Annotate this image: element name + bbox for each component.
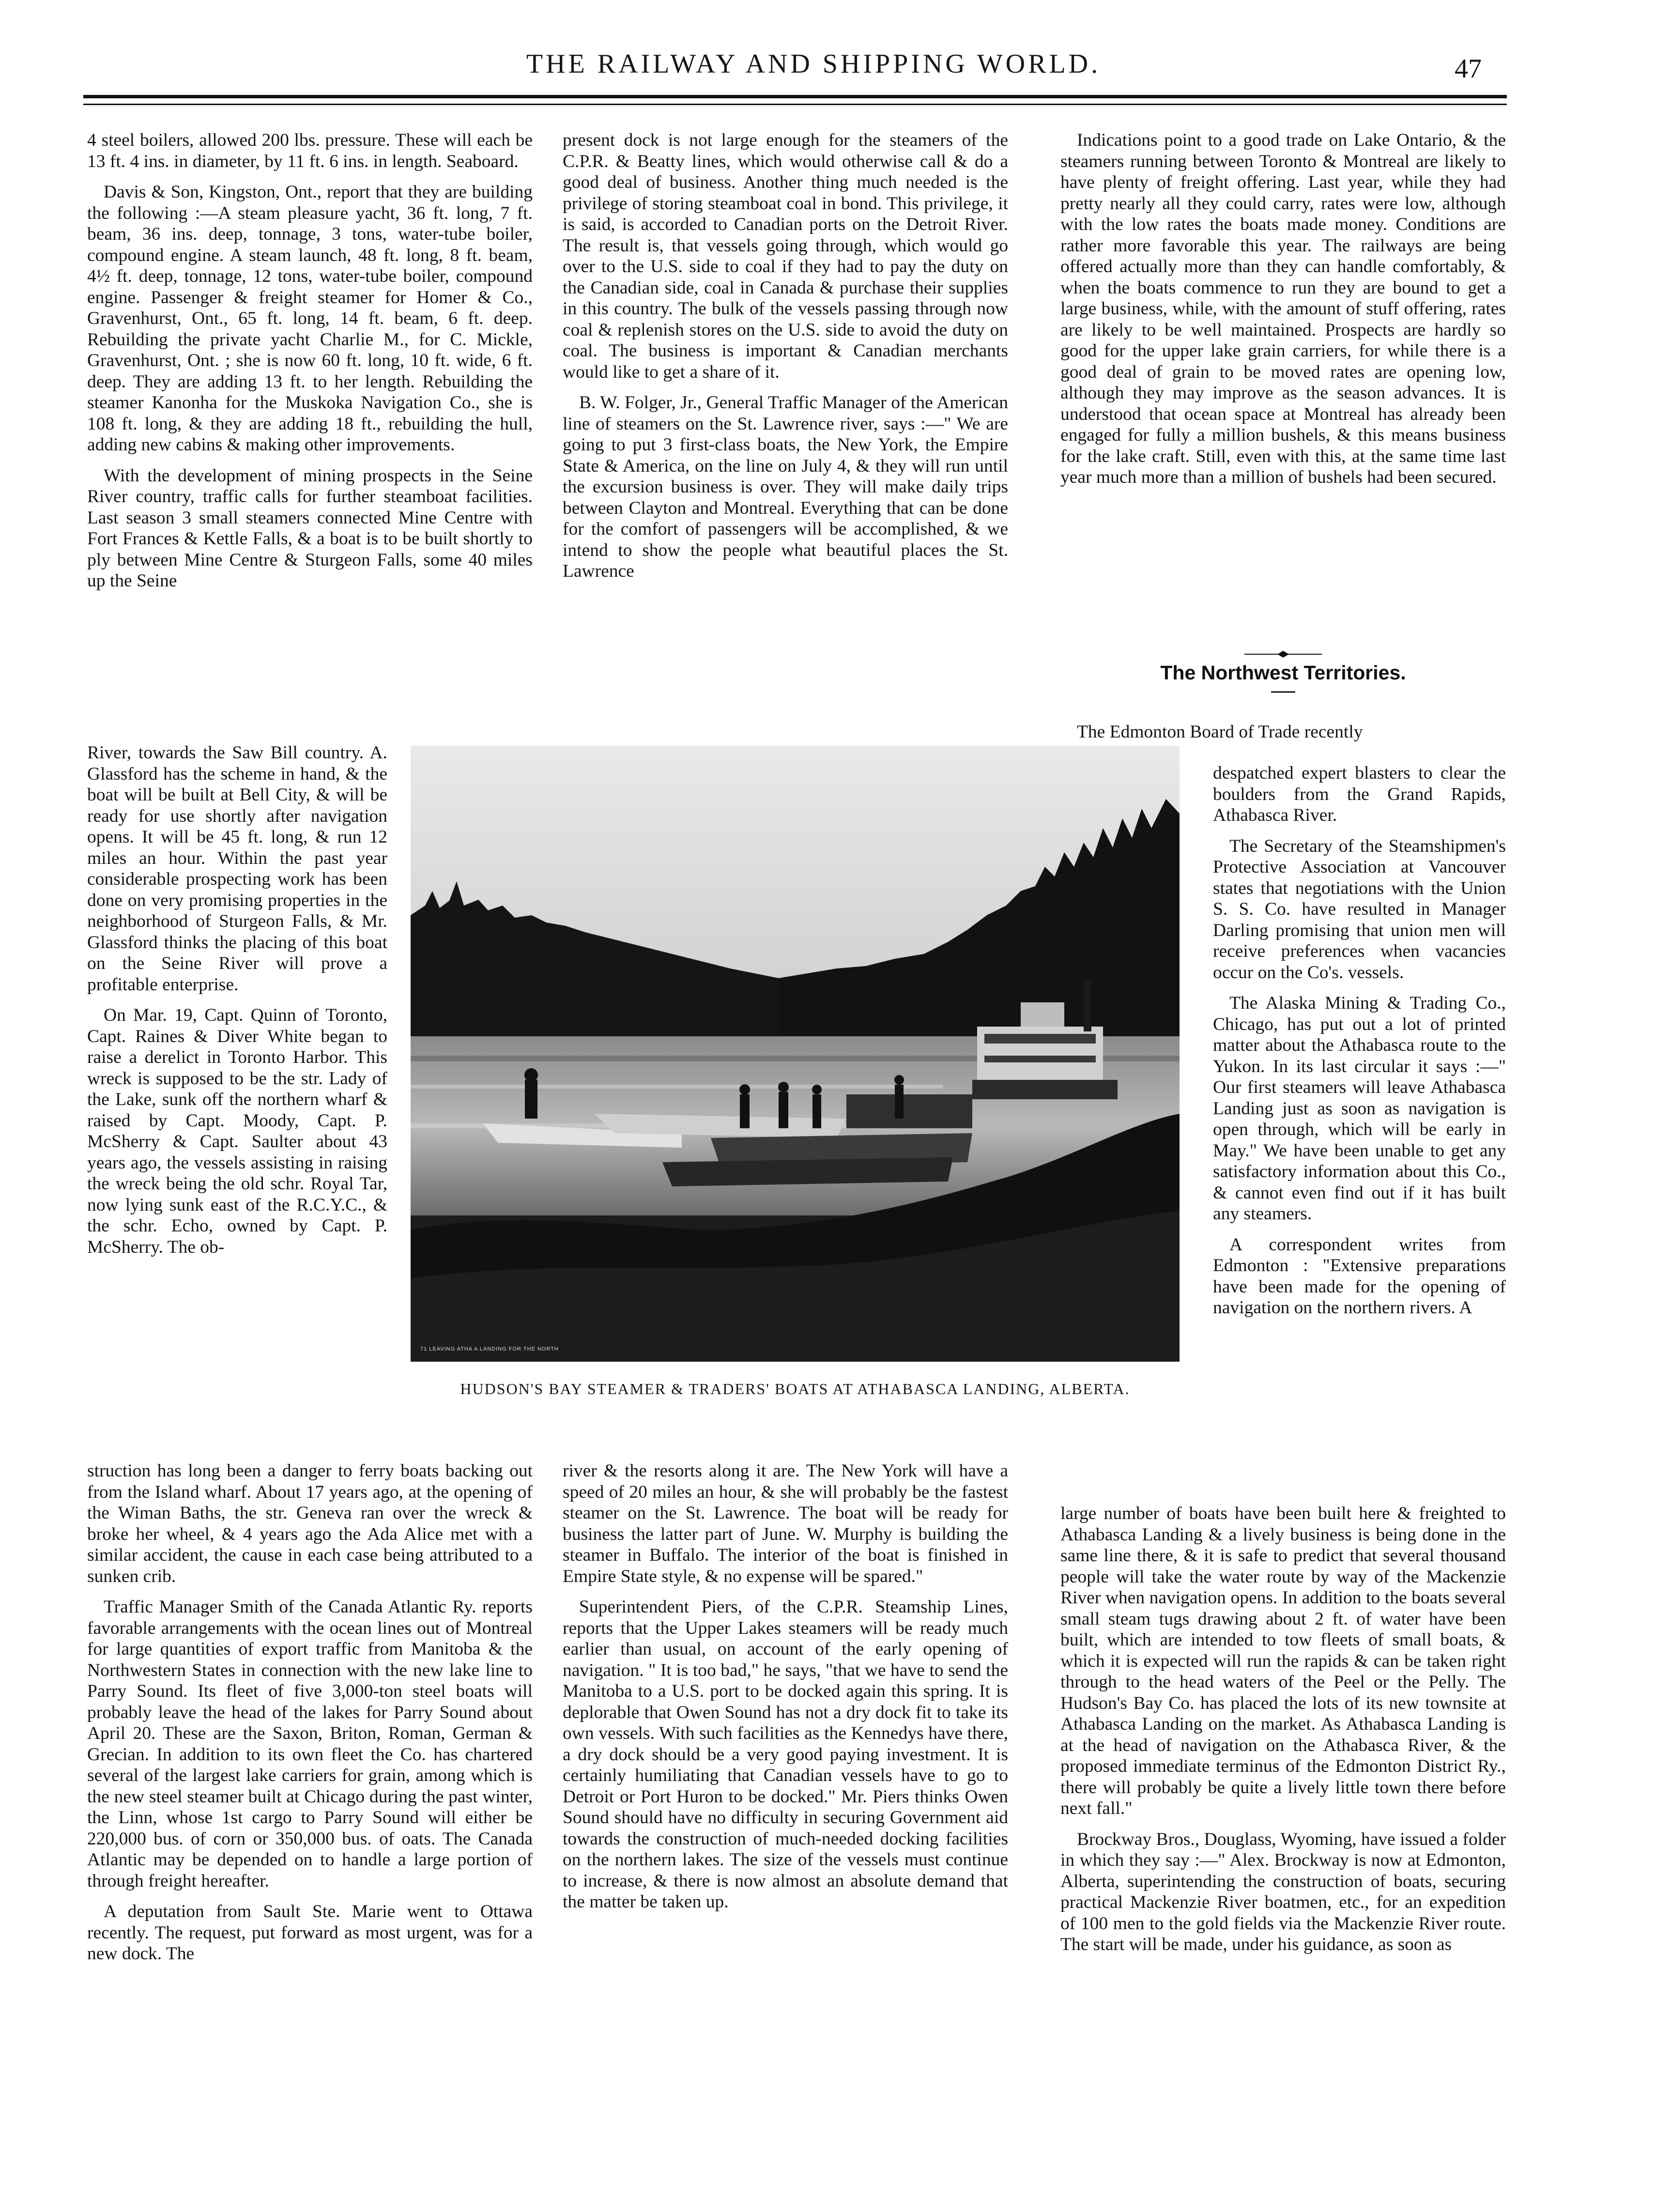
ornament-divider <box>1235 649 1332 659</box>
article-paragraph: Brockway Bros., Douglass, Wyoming, have issued a folder in which they say :—" Alex. Brockway is now at Edmonton, Alberta, superintending the construction of boats, securing practical Mackenzie River boatmen, etc., for an expedition of 100 men to the gold fields via the Mackenzie River route. The start will be made, under his guidance, as soon as <box>1060 1829 1506 1954</box>
article-paragraph: B. W. Folger, Jr., General Traffic Manager of the American line of steamers on the St. Lawrence river, says :—" We are going to put 3 first-class boats, the New York, the Empire State & America, on the line on July 4, & they will run until the excursion business is over. They will make daily trips between Clayton and Montreal. Everything that can be done for the comfort of passengers will be accomplished, & we intend to show the people what beautiful places the St. Lawrence <box>563 393 1008 581</box>
photo-caption: HUDSON'S BAY STEAMER & TRADERS' BOATS AT ATHABASCA LANDING, ALBERTA. <box>460 1380 1130 1398</box>
column-3-top <box>1060 130 1506 638</box>
article-paragraph: With the development of mining prospects in the Seine River country, traffic calls for further steamboat facilities. Last season 3 small steamers connected Mine Centre with Fort Frances & Kettle Falls, & a boat is to be built shortly to ply between Mine Centre & Sturgeon Falls, some 40 miles up the Seine <box>87 465 533 591</box>
header-rule-thick <box>83 95 1507 98</box>
article-paragraph: A correspondent writes from Edmonton : "Extensive preparations have been made for the opening of navigation on the northern rivers. A <box>1213 1234 1506 1318</box>
article-paragraph: river & the resorts along it are. The New York will have a speed of 20 miles an hour, & she will probably be the fastest steamer on the St. Lawrence. The boat will be ready for business the latter part of June. W. Murphy is building the steamer in Buffalo. The interior of the boat is finished in Empire State style, & no expense will be spared." <box>563 1461 1008 1586</box>
article-paragraph: On Mar. 19, Capt. Quinn of Toronto, Capt. Raines & Diver White began to raise a derelict in Toronto Harbor. This wreck is supposed to be the str. Lady of the Lake, sunk off the northern wharf & raised by Capt. Moody, Capt. P. McSherry & Capt. Saulter about 43 years ago, the vessels assisting in raising the wreck being the old schr. Royal Tar, now lying sunk east of the R.C.Y.C., & the schr. Echo, owned by Capt. P. McSherry. The ob- <box>87 1005 387 1257</box>
section-heading: The Northwest Territories. <box>1160 661 1406 684</box>
header-rule-thin <box>83 104 1507 105</box>
column-2-top <box>563 130 1008 728</box>
photo-overlay-text: 71 LEAVING ATHA A LANDING FOR THE NORTH <box>420 1346 559 1352</box>
article-paragraph: A deputation from Sault Ste. Marie went to Ottawa recently. The request, put forward as most urgent, was for a new dock. The <box>87 1902 533 1964</box>
article-paragraph: Davis & Son, Kingston, Ont., report that they are building the following :—A steam pleasure yacht, 36 ft. long, 7 ft. beam, 36 ins. deep, tonnage, 3 tons, water-tube boiler, compound engine. A steam launch, 48 ft. long, 8 ft. beam, 4½ ft. deep, tonnage, 12 tons, water-tube boiler, compound engine. Passenger & freight steamer for Homer & Co., Gravenhurst, Ont., 65 ft. long, 14 ft. beam, 6 ft. deep. Rebuilding the private yacht Charlie M., for C. Mickle, Gravenhurst, Ont. ; she is now 60 ft. long, 10 ft. wide, 6 ft. deep. They are adding 13 ft. to her length. Rebuilding the steamer Kanonha for the Muskoka Navigation Co., she is 108 ft. long, & they are adding 18 ft., rebuilding the hull, adding new cabins & making other improvements. <box>87 182 533 455</box>
article-paragraph: struction has long been a danger to ferry boats backing out from the Island wharf. About 17 years ago, at the opening of the Wiman Baths, the str. Geneva ran over the wreck & broke her wheel, & 4 years ago the Ada Alice met with a similar accident, the cause in each case being attributed to a sunken crib. <box>87 1461 533 1586</box>
section-heading-block <box>1060 646 1506 709</box>
column-1-beside-photo <box>87 742 387 1460</box>
ornament-short-rule <box>1259 689 1307 695</box>
column-1-top <box>87 130 533 742</box>
article-paragraph: 4 steel boilers, allowed 200 lbs. pressure. These will each be 13 ft. 4 ins. in diameter, by 11 ft. 6 ins. in length. Seaboard. <box>87 130 533 171</box>
page-number: 47 <box>1455 54 1482 84</box>
page-header-title: THE RAILWAY AND SHIPPING WORLD. <box>526 49 1101 79</box>
column-3-beside-photo <box>1213 763 1506 1501</box>
column-3-bottom <box>1060 1503 1506 2137</box>
article-paragraph: Indications point to a good trade on Lake Ontario, & the steamers running between Toronto & Montreal are likely to have plenty of freight offering. Last year, while they had pretty nearly all they could carry, rates were low, although with the low rates the boats made money. Conditions are rather more favorable this year. The railways are being offered actually more than they can handle comfortably, & when the boats commence to run they are bound to get a large business, while, with the amount of stuff offering, rates are likely to be well maintained. Prospects are hardly so good for the upper lake grain carriers, for while there is a good deal of grain to be moved rates are opening low, although they may improve as the season advances. It is understood that ocean space at Montreal has already been engaged for fully a million bushels, & this means business for the lake craft. Still, even with this, at the same time last year much more than a million of bushels had been secured. <box>1060 130 1506 487</box>
article-paragraph: Traffic Manager Smith of the Canada Atlantic Ry. reports favorable arrangements with the ocean lines out of Montreal for large quantities of export traffic from Manitoba & the Northwestern States in connection with the new lake line to Parry Sound. Its fleet of five 3,000-ton steel boats will probably leave the head of the lakes for Parry Sound about April 20. These are the Saxon, Briton, Roman, German & Grecian. In addition to its own fleet the Co. has chartered several of the largest lake carriers for grain, among which is the new steel steamer built at Chicago during the past winter, the Linn, whose 1st cargo to Parry Sound will either be 220,000 bus. of corn or 350,000 bus. of oats. The Canada Atlantic may be depended on to handle a large portion of through freight hereafter. <box>87 1597 533 1891</box>
article-paragraph: Superintendent Piers, of the C.P.R. Steamship Lines, reports that the Upper Lakes steamers will be ready much earlier than usual, on account of the early opening of navigation. " It is too bad," he says, "that we have to send the Manitoba to a U.S. port to be docked again this spring. It is deplorable that Owen Sound has not a dry dock fit to take its own vessels. With such facilities as the Kennedys have there, a dry dock should be a very good paying investment. It is certainly humiliating that Canadian vessels have to go to Detroit or Port Huron to be docked." Mr. Piers thinks Owen Sound should have no difficulty in securing Government aid towards the construction of much-needed docking facilities on the northern lakes. The size of the vessels must continue to increase, & there is now almost an absolute demand that the matter be taken up. <box>563 1597 1008 1912</box>
article-paragraph: The Edmonton Board of Trade recently <box>1077 722 1363 742</box>
article-paragraph: despatched expert blasters to clear the boulders from the Grand Rapids, Athabasca River. <box>1213 763 1506 825</box>
article-paragraph: present dock is not large enough for the steamers of the C.P.R. & Beatty lines, which would otherwise call & do a good deal of business. Another thing much needed is the privilege of storing steamboat coal in bond. This privilege, it is said, is accorded to Canadian ports on the Detroit River. The result is, that vessels going through, which would go over to the U.S. side to coal if they had to pay the duty on the Canadian side, coal in Canada & purchase their supplies in this country. The bulk of the vessels passing through now coal & replenish stores on the U.S. side to avoid the duty on coal. The business is important & Canadian merchants would like to get a share of it. <box>563 130 1008 382</box>
article-paragraph: The Alaska Mining & Trading Co., Chicago, has put out a lot of printed matter about the Athabasca route to the Yukon. In its last circular it says :—" Our first steamers will leave Athabasca Landing just as soon as navigation is open through, which will be early in May." We have been unable to get any satisfactory information about this Co., & cannot even find out if it has built any steamers. <box>1213 993 1506 1224</box>
column-2-bottom <box>563 1460 1008 2138</box>
photo-scene <box>411 746 1180 1362</box>
article-paragraph: large number of boats have been built here & freighted to Athabasca Landing & a lively business is being done in the same line there, & it is safe to predict that several thousand people will take the water route by way of the Mackenzie River when navigation opens. In addition to the boats several small steam tugs drawing about 2 ft. of water have been built, which are intended to tow fleets of small boats, & which it is expected will run the rapids & can be taken right through to the head waters of the Peel or the Pelly. The Hudson's Bay Co. has placed the lots of its new townsite at Athabasca Landing on the market. As Athabasca Landing is at the head of navigation on the Athabasca River, & the proposed immediate terminus of the Edmonton District Ry., there will probably be quite a lively little town there before next fall." <box>1060 1504 1506 1818</box>
column-1-bottom <box>87 1460 533 2137</box>
article-paragraph: River, towards the Saw Bill country. A. Glassford has the scheme in hand, & the boat will be built at Bell City, & will be ready for use shortly after navigation opens. It will be 45 ft. long, & run 12 miles an hour. Within the past year considerable prospecting work has been done on very promising properties in the neighborhood of Sturgeon Falls, & Mr. Glassford thinks the placing of this boat on the Seine River will prove a profitable enterprise. <box>87 743 387 995</box>
article-paragraph: The Secretary of the Steamshipmen's Protective Association at Vancouver states that negotiations with the Union S. S. Co. have resulted in Manager Darling promising that union men will receive preferences when vacancies occur on the Co's. vessels. <box>1213 836 1506 983</box>
halftone-photograph <box>411 746 1180 1362</box>
